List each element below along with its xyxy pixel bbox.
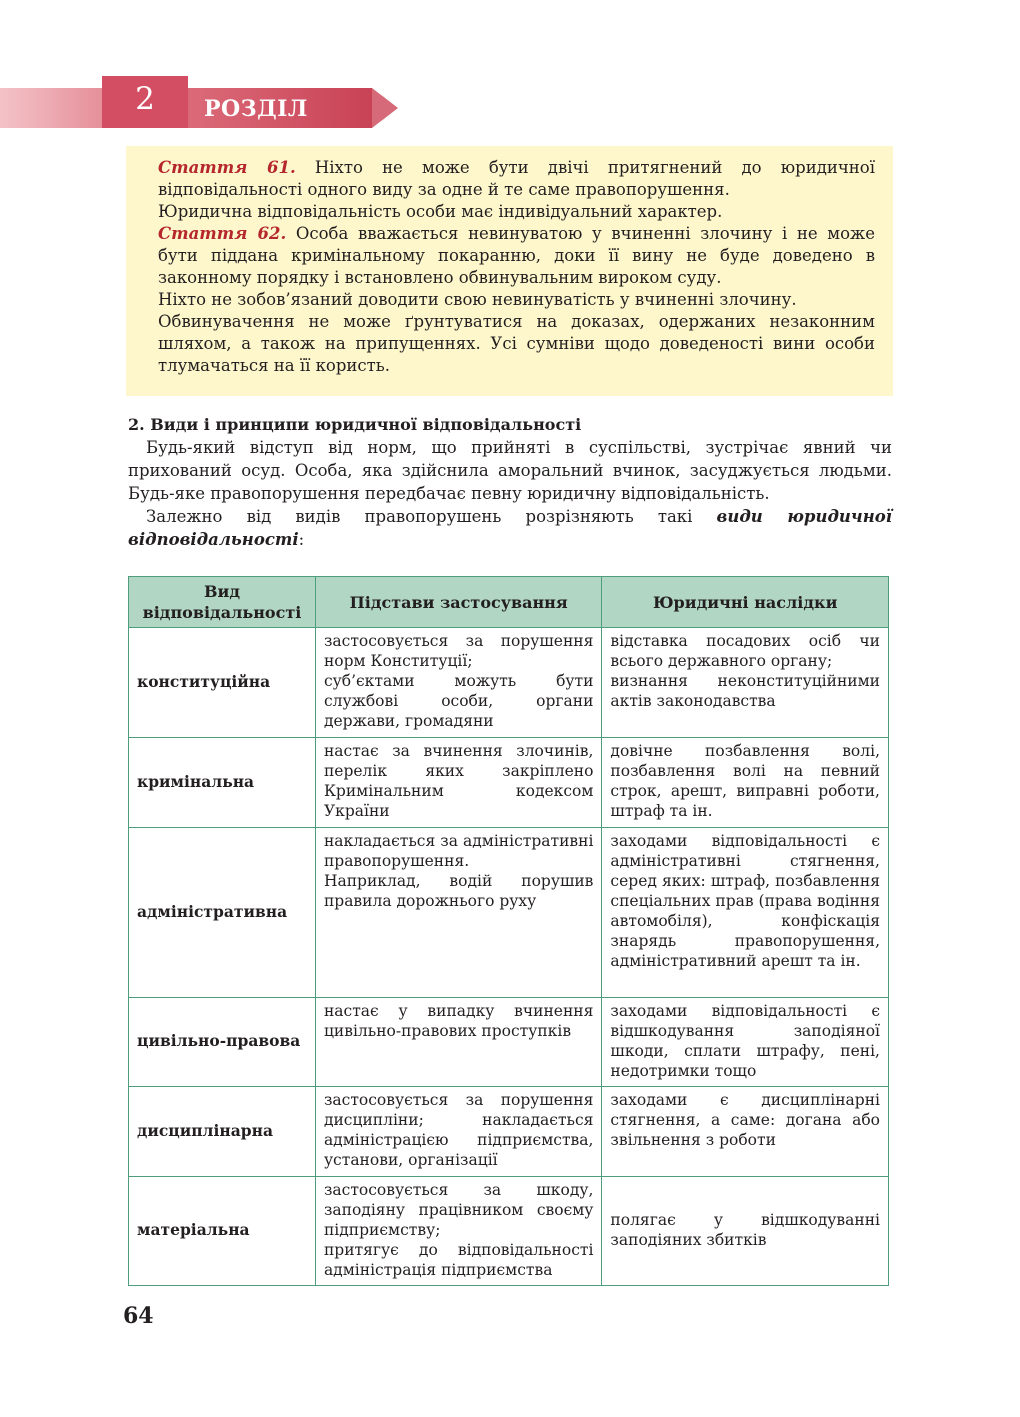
table-row — [129, 998, 889, 1087]
law-text: Особа вважається невинуватою у вчиненні злочину і не може бути піддана кримінальному покаранню, доки її вину не буде доведено в законному порядку і встановлено обвинувальним вироком суду. — [158, 224, 875, 287]
article-label: Стаття 62. — [158, 224, 287, 243]
article-label: Стаття 61. — [158, 158, 296, 177]
law-text: Ніхто не може бути двічі притягнений до юридичної відповідальності одного виду за одне й те саме правопорушення. — [158, 158, 875, 199]
law-text: Обвинувачення не може ґрунтуватися на доказах, одержаних незаконним шляхом, а також на припущеннях. Усі сумніви щодо доведеності вини особи тлумачаться на її користь. — [158, 312, 875, 375]
application-basis — [315, 1177, 601, 1286]
application-basis — [315, 998, 601, 1087]
cell-text: заходами відповідальності є адміністративні стягнення, серед яких: штраф, позбавлення спеціальних прав (права водіння автомобіля), конфіскація знарядь правопорушення, адміністративний арешт та ін. — [610, 832, 880, 970]
cell-text: настає у випадку вчинення цивільно-правових проступків — [323, 1002, 594, 1040]
table-row — [129, 738, 889, 828]
paragraph-text: Залежно від видів правопорушень розрізняють такі — [146, 507, 717, 526]
cell-text: Наприклад, водій порушив правила дорожнього руху — [323, 872, 594, 910]
cell-text: настає за вчинення злочинів, перелік яких закріплено Кримінальним кодексом України — [323, 742, 594, 820]
chapter-banner — [0, 76, 400, 128]
table-row — [129, 1087, 889, 1177]
legal-consequences — [602, 1177, 889, 1286]
legal-consequences — [602, 828, 889, 998]
law-paragraph — [158, 157, 875, 201]
responsibility-kind: цивільно-правова — [129, 998, 316, 1087]
law-paragraph — [158, 201, 875, 223]
body-paragraph: Будь-який відступ від норм, що прийняті в суспільстві, зустрічає явний чи прихований осуд. Особа, яка здійснила аморальний вчинок, засуджується людьми. Будь-яке правопорушення передбачає певну юридичну відповідальність. — [128, 438, 892, 503]
application-basis — [315, 738, 601, 828]
cell-text: суб’єктами можуть бути службові особи, органи держави, громадяни — [323, 672, 594, 730]
application-basis — [315, 828, 601, 998]
column-header: Вид відповідальності — [129, 577, 316, 628]
application-basis — [315, 1087, 601, 1177]
cell-text: застосовується за шкоду, заподіяну працівником своєму підприємству; — [323, 1181, 594, 1239]
column-header: Підстави застосування — [315, 577, 601, 628]
table-header-row — [129, 577, 889, 628]
legal-consequences — [602, 738, 889, 828]
table-row — [129, 628, 889, 738]
constitution-excerpt — [126, 146, 893, 396]
legal-consequences — [602, 998, 889, 1087]
chapter-number: 2 — [102, 76, 188, 128]
column-header: Юридичні наслідки — [602, 577, 889, 628]
cell-text: визнання неконституційними актів законодавства — [610, 672, 880, 710]
table-row — [129, 828, 889, 998]
law-paragraph — [158, 289, 875, 311]
cell-text: застосовується за порушення норм Конституції; — [323, 632, 594, 670]
legal-consequences — [602, 1087, 889, 1177]
paragraph-text: : — [298, 530, 305, 549]
cell-text: заходами є дисциплінарні стягнення, а саме: догана або звільнення з роботи — [610, 1091, 880, 1149]
law-paragraph — [158, 311, 875, 377]
responsibility-kind: конституційна — [129, 628, 316, 738]
cell-text: накладається за адміністративні правопорушення. — [323, 832, 594, 870]
law-text: Ніхто не зобов’язаний доводити свою невинуватість у вчиненні злочину. — [158, 290, 797, 309]
banner-arrow — [372, 88, 398, 128]
responsibility-kind: адміністративна — [129, 828, 316, 998]
body-paragraph — [128, 505, 892, 551]
cell-text: притягує до відповідальності адміністрація підприємства — [323, 1241, 594, 1279]
law-paragraph — [158, 223, 875, 289]
page-number: 64 — [123, 1303, 154, 1329]
cell-text: заходами відповідальності є відшкодування заподіяної шкоди, сплати штрафу, пені, недотримки тощо — [610, 1002, 880, 1080]
emphasized-term: види юридичної відповідальності — [128, 507, 893, 549]
cell-text: довічне позбавлення волі, позбавлення волі на певний строк, арешт, виправні роботи, штраф та ін. — [610, 742, 880, 820]
application-basis — [315, 628, 601, 738]
chapter-label: РОЗДІЛ — [204, 96, 308, 122]
section-heading: 2. Види і принципи юридичної відповідальності — [128, 415, 582, 434]
responsibility-kind: матеріальна — [129, 1177, 316, 1286]
responsibility-table — [128, 576, 889, 1286]
cell-text: полягає у відшкодуванні заподіяних збитків — [610, 1211, 880, 1249]
section-types-of-responsibility — [128, 414, 892, 551]
legal-consequences — [602, 628, 889, 738]
law-text: Юридична відповідальність особи має індивідуальний характер. — [158, 202, 723, 221]
cell-text: відставка посадових осіб чи всього державного органу; — [610, 632, 880, 670]
table-row — [129, 1177, 889, 1286]
responsibility-kind: кримінальна — [129, 738, 316, 828]
responsibility-kind: дисциплінарна — [129, 1087, 316, 1177]
cell-text: застосовується за порушення дисципліни; накладається адміністрацією підприємства, установи, організації — [323, 1091, 594, 1169]
